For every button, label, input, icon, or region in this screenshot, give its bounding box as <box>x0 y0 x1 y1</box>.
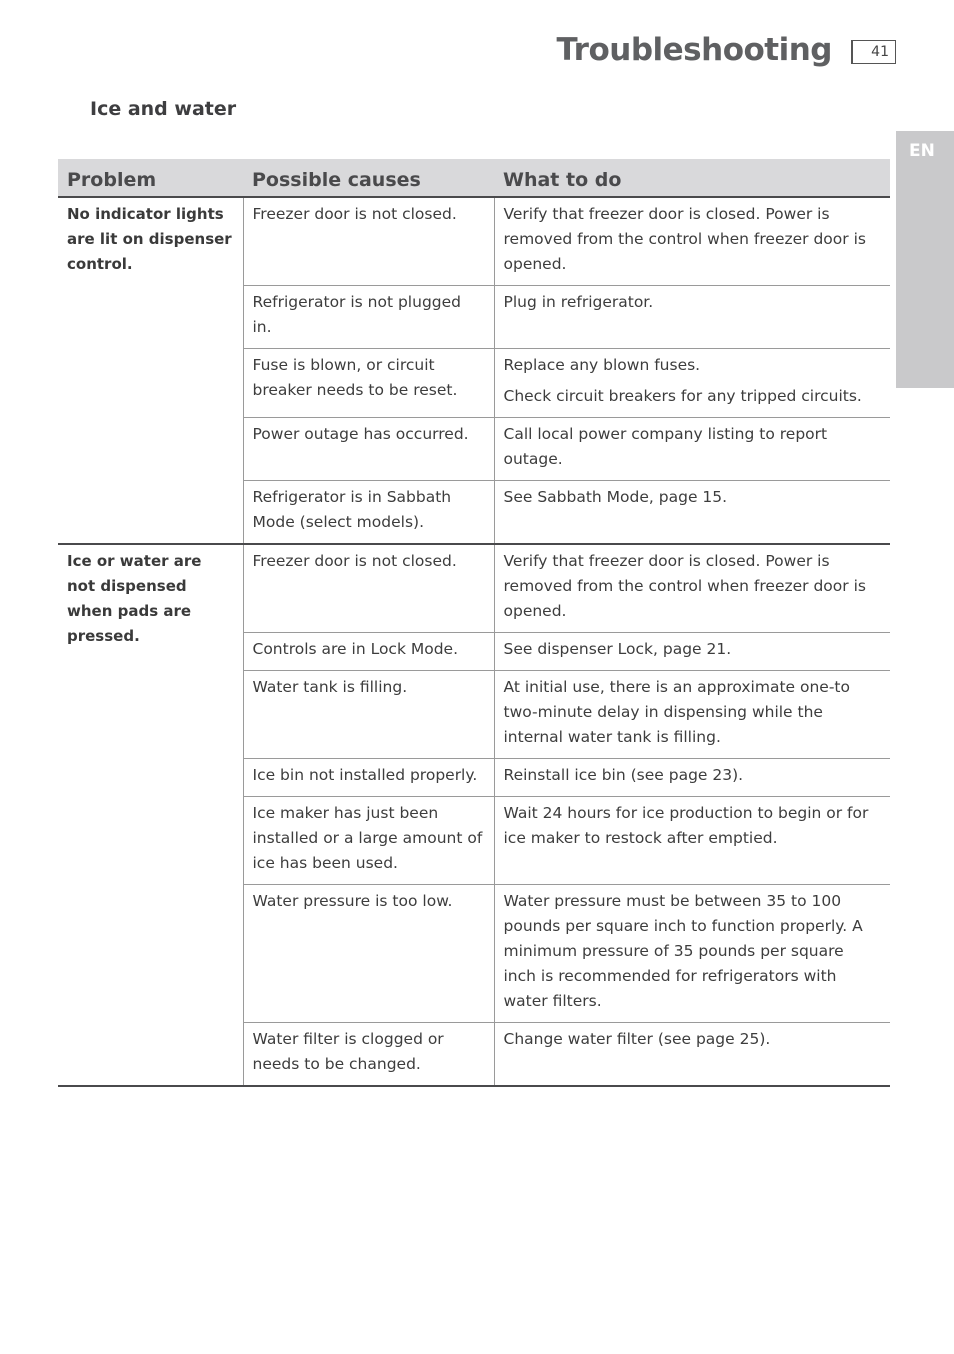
what-to-do-cell <box>494 1023 890 1087</box>
cause-cell: Refrigerator is in Sabbath Mode (select models). <box>243 481 494 545</box>
cause-cell: Power outage has occurred. <box>243 418 494 481</box>
what-to-do-paragraph: Change water filter (see page 25). <box>503 1030 771 1048</box>
cause-cell: Freezer door is not closed. <box>243 197 494 286</box>
troubleshooting-table <box>58 159 890 1087</box>
cause-cell: Controls are in Lock Mode. <box>243 633 494 671</box>
table-row <box>58 544 890 633</box>
page-title: Troubleshooting <box>556 32 832 68</box>
cause-cell: Water filter is clogged or needs to be changed. <box>243 1023 494 1087</box>
column-header-what-to-do: What to do <box>494 159 890 197</box>
what-to-do-paragraph: Wait 24 hours for ice production to begin or for ice maker to restock after emptied. <box>503 804 869 847</box>
what-to-do-paragraph: See Sabbath Mode, page 15. <box>503 488 728 506</box>
cause-cell: Freezer door is not closed. <box>243 544 494 633</box>
what-to-do-paragraph: At initial use, there is an approximate one-to two-minute delay in dispensing while the internal water tank is filling. <box>503 678 850 746</box>
what-to-do-cell <box>494 286 890 349</box>
what-to-do-cell <box>494 197 890 286</box>
cause-cell: Refrigerator is not plugged in. <box>243 286 494 349</box>
what-to-do-paragraph: Plug in refrigerator. <box>503 293 654 311</box>
table-header-row <box>58 159 890 197</box>
language-tab <box>896 131 954 388</box>
what-to-do-paragraph: Replace any blown fuses. <box>503 356 701 374</box>
what-to-do-cell <box>494 481 890 545</box>
what-to-do-cell <box>494 418 890 481</box>
what-to-do-cell <box>494 633 890 671</box>
cause-cell: Water tank is filling. <box>243 671 494 759</box>
what-to-do-paragraph: Water pressure must be between 35 to 100 pounds per square inch to function properly. A minimum pressure of 35 pounds per square inch is recommended for refrigerators with water filters. <box>503 892 863 1010</box>
what-to-do-cell <box>494 349 890 418</box>
what-to-do-paragraph: Reinstall ice bin (see page 23). <box>503 766 744 784</box>
cause-cell: Fuse is blown, or circuit breaker needs to be reset. <box>243 349 494 418</box>
what-to-do-cell <box>494 544 890 633</box>
cause-cell: Ice maker has just been installed or a large amount of ice has been used. <box>243 797 494 885</box>
what-to-do-cell <box>494 671 890 759</box>
table-body <box>58 197 890 1086</box>
what-to-do-paragraph: Verify that freezer door is closed. Power is removed from the control when freezer door is opened. <box>503 205 866 273</box>
cause-cell: Water pressure is too low. <box>243 885 494 1023</box>
what-to-do-paragraph: See dispenser Lock, page 21. <box>503 640 732 658</box>
column-header-causes: Possible causes <box>243 159 494 197</box>
what-to-do-paragraph: Verify that freezer door is closed. Power is removed from the control when freezer door is opened. <box>503 552 866 620</box>
language-label: EN <box>909 141 935 161</box>
what-to-do-cell <box>494 885 890 1023</box>
what-to-do-cell <box>494 759 890 797</box>
what-to-do-paragraph: Check circuit breakers for any tripped circuits. <box>503 387 862 405</box>
problem-cell: Ice or water are not dispensed when pads are pressed. <box>58 544 243 1086</box>
problem-cell: No indicator lights are lit on dispenser control. <box>67 205 232 273</box>
column-header-problem: Problem <box>58 159 243 197</box>
what-to-do-paragraph: Call local power company listing to report outage. <box>503 425 828 468</box>
page-number: 41 <box>851 40 896 64</box>
section-heading: Ice and water <box>90 98 237 120</box>
cause-cell: Ice bin not installed properly. <box>243 759 494 797</box>
table-row <box>58 197 890 286</box>
what-to-do-cell <box>494 797 890 885</box>
